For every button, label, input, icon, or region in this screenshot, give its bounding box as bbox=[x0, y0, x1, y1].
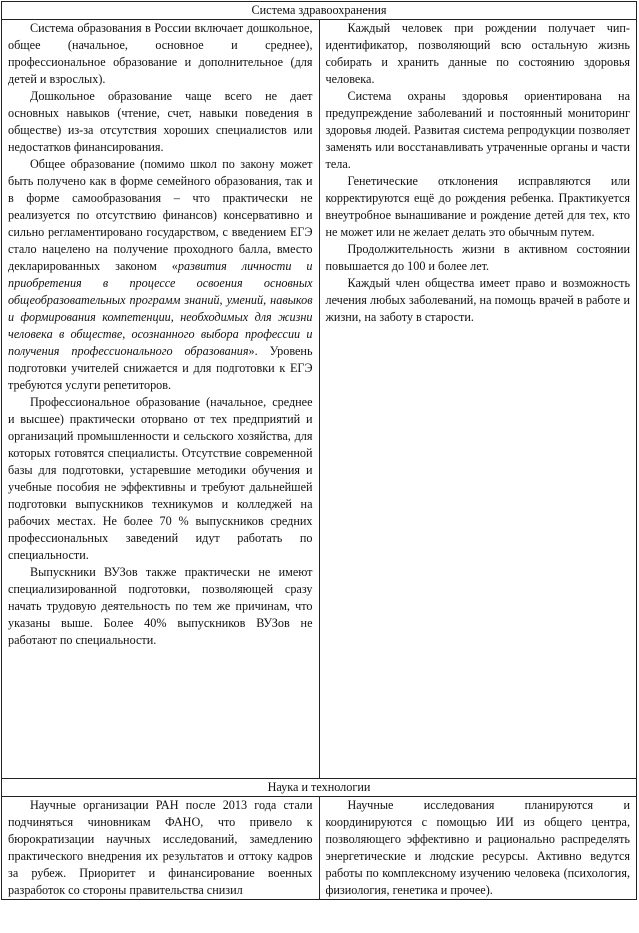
paragraph: Генетические отклонения исправляются или корректируются ещё до рождения ребенка. Практикуется внеутробное вынашивание и рождение детей для тех, кто не может или не желает делать это обычным путем. bbox=[325, 174, 630, 239]
paragraph: Каждый член общества имеет право и возможность лечения любых заболеваний, на помощь врачей в работе и жизни, на заботу в старости. bbox=[325, 276, 630, 324]
paragraph-general-education bbox=[8, 156, 313, 394]
paragraph: Выпускники ВУЗов также практически не имеют специализированной подготовки, позволяющей сразу начать трудовую деятельность по тем же причинам, что указаны выше. Более 40% выпускников ВУЗов не работают по специальности. bbox=[8, 565, 313, 647]
section-title-science: Наука и технологии bbox=[2, 779, 637, 797]
paragraph: Продолжительность жизни в активном состоянии повышается до 100 и более лет. bbox=[325, 242, 630, 273]
paragraph: Дошкольное образование чаще всего не дает основных навыков (чтение, счет, навыки поведения в обществе) из-за отсутствия хороших специалистов или недостатков финансирования. bbox=[8, 89, 313, 154]
paragraph: Научные исследования планируются и координируются с помощью ИИ из общего центра, позволяющего эффективно и рационально распределять энергетические и людские ресурсы. Активно ведутся работы по комплексному изучению человека (психология, физиология, генетика и прочее). bbox=[325, 798, 630, 897]
section-header-row bbox=[2, 2, 637, 20]
text-run: Общее образование (помимо школ по закону может быть получено как в форме семейного образования, так и в форме самообразования – что практически не реализуется по отсутствию финансов) консервативно и сильно регламентировано государством, с введением ЕГЭ стало нацелено на получение проходного балла, вместо декларированных законом « bbox=[8, 157, 313, 273]
paragraph: Система образования в России включает дошкольное, общее (начальное, основное и среднее), профессиональное образование и дополнительное (для детей и взрослых). bbox=[8, 21, 313, 86]
paragraph: Научные организации РАН после 2013 года стали подчиняться чиновникам ФАНО, что привело к бюрократизации научных исследований, замедлению практического внедрения их результатов и оттоку кадров за рубеж. Приоритет и финансирование военных разработок со стороны правительства снизил bbox=[8, 798, 313, 897]
section-header-row bbox=[2, 779, 637, 797]
paragraph: Каждый человек при рождении получает чип-идентификатор, позволяющий всю остальную жизнь собирать и хранить данные по состоянию здоровья человека. bbox=[325, 21, 630, 86]
section-content-row bbox=[2, 797, 637, 900]
section-title-health: Система здравоохранения bbox=[2, 2, 637, 20]
left-column-education bbox=[2, 20, 320, 779]
paragraph: Профессиональное образование (начальное, среднее и высшее) практически оторвано от тех предприятий и организаций промышленности и сельского хозяйства, для которых готовятся специалисты. Отсутствие современной базы для подготовки, устаревшие методики обучения и учебные пособия не эффективны и требуют дальнейшей подготовки выпускников техникумов и колледжей на рабочих местах. Не более 70 % выпускников средних профессиональных заведений идут работать по специальности. bbox=[8, 395, 313, 562]
section-content-row bbox=[2, 20, 637, 779]
right-column-science bbox=[319, 797, 637, 900]
comparison-table bbox=[1, 1, 637, 900]
document-table-container bbox=[1, 1, 637, 900]
right-column-health bbox=[319, 20, 637, 779]
paragraph: Система охраны здоровья ориентирована на предупреждение заболеваний и постоянный мониторинг здоровья людей. Развитая система репродукции позволяет заменять или восстанавливать утраченные органы и части тела. bbox=[325, 89, 630, 171]
left-column-science bbox=[2, 797, 320, 900]
text-run: ». Уровень подготовки учителей снижается и для подготовки к ЕГЭ требуются услуги репетиторов. bbox=[8, 344, 313, 392]
italic-quote: развития личности и приобретения в процессе освоения основных общеобразовательных программ знаний, умений, навыков и формирования компетенции, необходимых для жизни человека в обществе, осознанного выбора профессии и получения профессионального образования bbox=[8, 259, 313, 358]
